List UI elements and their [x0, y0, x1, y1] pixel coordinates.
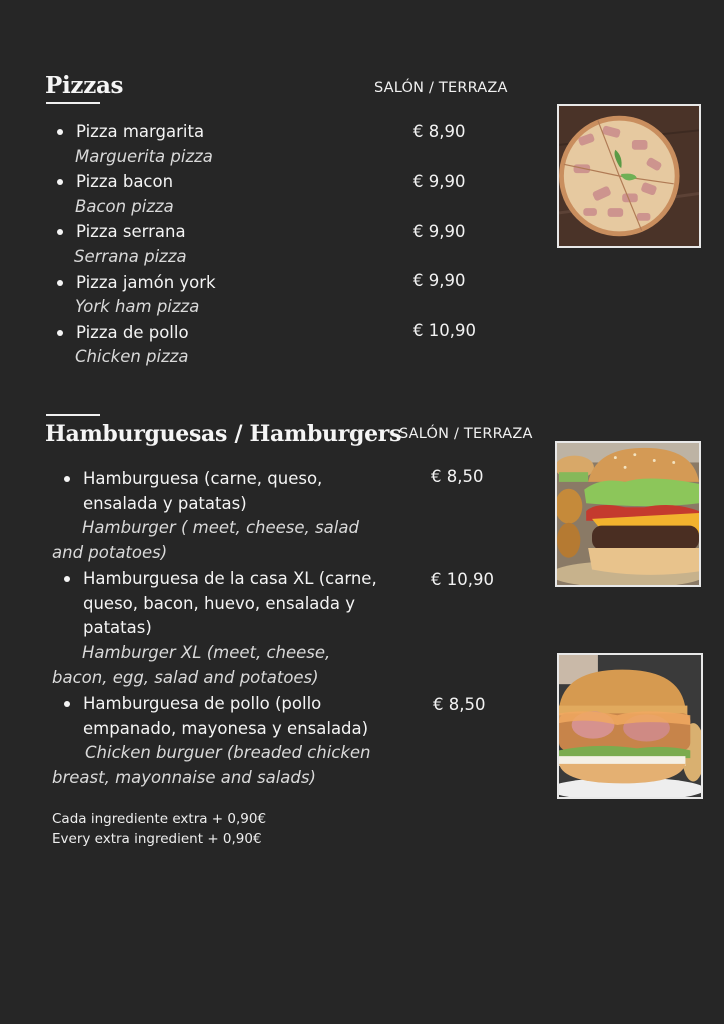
pizza-image-icon	[559, 106, 699, 246]
item-price: € 8,50	[431, 467, 484, 486]
item-translation: Hamburger ( meet, cheese, salad	[82, 518, 359, 537]
item-translation: Serrana pizza	[74, 247, 187, 266]
chicken-burger-photo	[557, 653, 703, 799]
item-price: € 8,50	[433, 695, 486, 714]
item-name-continued: queso, bacon, huevo, ensalada y	[83, 594, 355, 613]
hamburgers-column-header: SALÓN / TERRAZA	[399, 426, 533, 442]
item-name: Hamburguesa de la casa XL (carne,	[83, 569, 377, 588]
chicken-burger-image-icon	[559, 655, 701, 797]
item-name: Hamburguesa (carne, queso,	[83, 469, 323, 488]
item-name: Pizza margarita	[76, 122, 205, 141]
menu-item	[83, 566, 377, 591]
burger-image-icon	[557, 443, 699, 585]
item-price: € 9,90	[413, 271, 466, 290]
item-name: Pizza jamón york	[76, 273, 216, 292]
item-name: Pizza serrana	[76, 222, 186, 241]
extra-ingredient-note-es: Cada ingrediente extra + 0,90€	[52, 811, 267, 827]
menu-item	[76, 219, 186, 244]
item-name-continued: patatas)	[83, 618, 152, 637]
pizzas-section-title: Pizzas	[45, 72, 124, 99]
item-translation: Marguerita pizza	[75, 147, 213, 166]
menu-item	[76, 119, 204, 144]
item-name: Hamburguesa de pollo (pollo	[83, 694, 322, 713]
bullet-icon	[57, 330, 63, 336]
menu-item	[76, 169, 173, 194]
item-translation-continued: bacon, egg, salad and potatoes)	[52, 668, 319, 687]
item-translation: Chicken burguer (breaded chicken	[85, 743, 371, 762]
menu-item	[83, 691, 321, 716]
burger-photo	[555, 441, 701, 587]
item-price: € 9,90	[413, 172, 466, 191]
extra-ingredient-note-en: Every extra ingredient + 0,90€	[52, 831, 262, 847]
bullet-icon	[64, 576, 70, 582]
hamburgers-section-title: Hamburguesas / Hamburgers	[45, 421, 402, 447]
pizza-photo	[557, 104, 701, 248]
item-translation-continued: breast, mayonnaise and salads)	[52, 768, 316, 787]
item-translation: Bacon pizza	[75, 197, 174, 216]
item-price: € 10,90	[413, 321, 476, 340]
item-translation: Hamburger XL (meet, cheese,	[82, 643, 331, 662]
item-name-continued: empanado, mayonesa y ensalada)	[83, 719, 369, 738]
item-name: Pizza de pollo	[76, 323, 189, 342]
hamburgers-title-overline	[46, 414, 100, 416]
item-translation: York ham pizza	[75, 297, 200, 316]
bullet-icon	[57, 129, 63, 135]
menu-item	[83, 466, 322, 491]
item-price: € 10,90	[431, 570, 494, 589]
item-translation-continued: and potatoes)	[52, 543, 168, 562]
item-name: Pizza bacon	[76, 172, 174, 191]
bullet-icon	[57, 179, 63, 185]
item-name-continued: ensalada y patatas)	[83, 494, 247, 513]
bullet-icon	[57, 280, 63, 286]
item-translation: Chicken pizza	[75, 347, 189, 366]
pizzas-title-underline	[46, 102, 100, 104]
pizzas-column-header: SALÓN / TERRAZA	[374, 80, 508, 96]
item-price: € 9,90	[413, 222, 466, 241]
bullet-icon	[64, 701, 70, 707]
bullet-icon	[57, 229, 63, 235]
bullet-icon	[64, 476, 70, 482]
item-price: € 8,90	[413, 122, 466, 141]
menu-item	[76, 270, 216, 295]
menu-item	[76, 320, 189, 345]
